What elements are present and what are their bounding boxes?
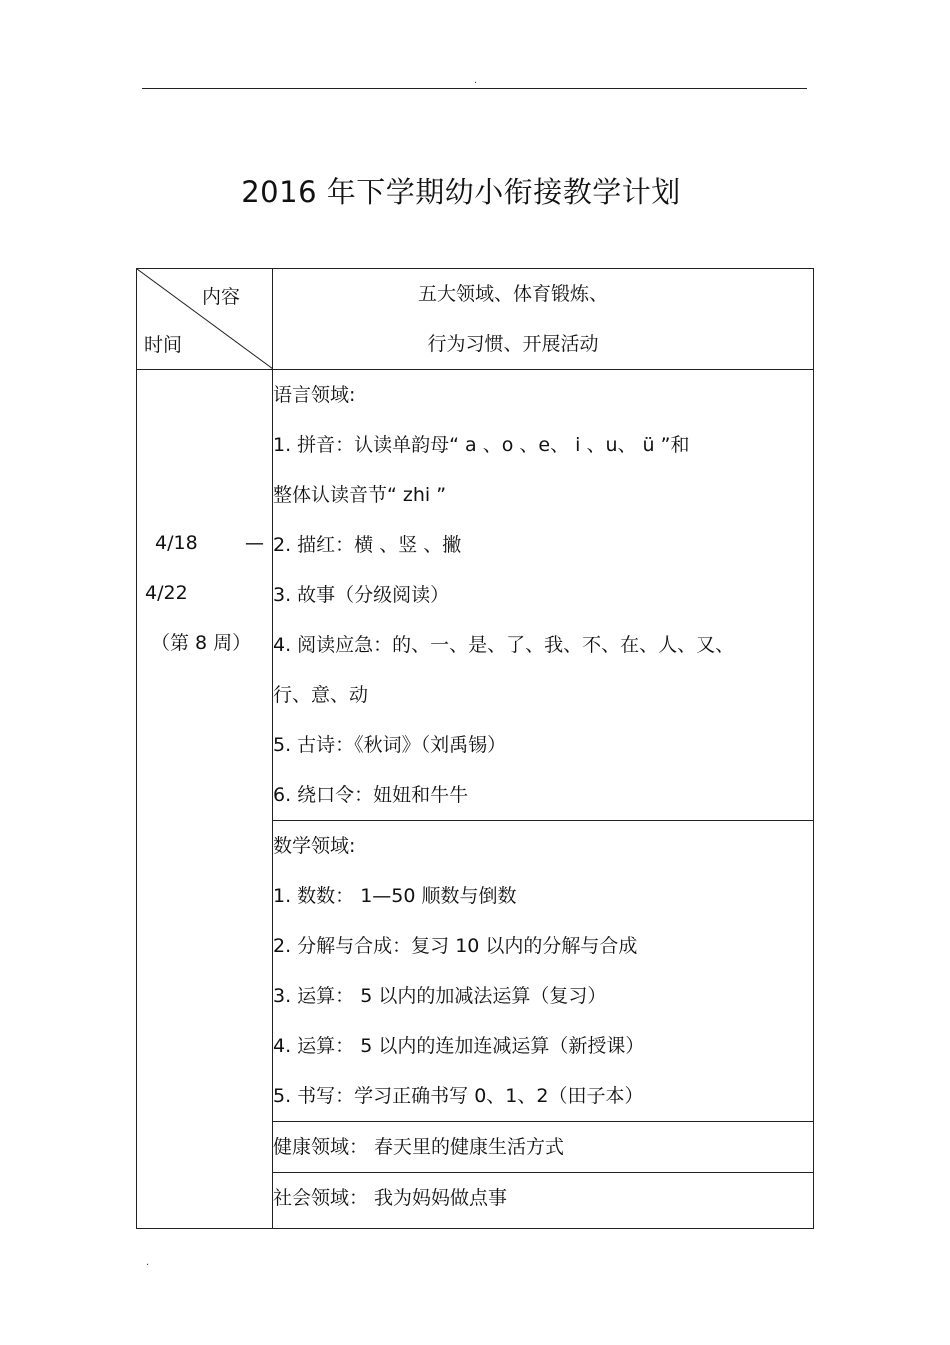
header-time-label: 时间: [144, 334, 183, 356]
list-item: 2. 描红：横 、竖 、撇: [273, 534, 462, 556]
social-section: [273, 1173, 814, 1229]
list-item: 整体认读音节“ zhi ”: [273, 484, 447, 506]
list-item: 6. 绕口令：妞妞和牛牛: [273, 784, 469, 806]
math-section: [273, 821, 814, 1122]
header-rule: [142, 88, 807, 89]
list-item: 3. 故事（分级阅读）: [273, 584, 450, 606]
section-title: 数学领域:: [273, 835, 356, 857]
list-item: 行、意、动: [273, 684, 369, 706]
list-item: 1. 拼音：认读单韵母“ a 、o 、e、 i 、u、 ü ”和: [273, 434, 690, 456]
diagonal-header-cell: [137, 269, 273, 370]
date-dash: —: [245, 532, 264, 554]
header-content-line: 五大领域、体育锻炼、: [417, 283, 608, 305]
header-content-line: 行为习惯、开展活动: [427, 333, 599, 355]
date-cell: [137, 370, 273, 1229]
language-row: [137, 370, 814, 821]
list-item: 3. 运算： 5 以内的加减法运算（复习）: [273, 985, 607, 1007]
list-item: 4. 阅读应急：的、一、是、了、我、不、在、人、又、: [273, 634, 735, 656]
health-section: [273, 1122, 814, 1173]
page-title: 2016 年下学期幼小衔接教学计划: [241, 175, 681, 209]
header-content-cell: [273, 269, 814, 370]
header-row: [137, 269, 814, 370]
header-dot: .: [474, 75, 478, 86]
section-title: 语言领域:: [273, 384, 356, 406]
plan-table: [136, 268, 814, 1229]
language-section: [273, 370, 814, 821]
date-end: 4/22: [145, 582, 188, 604]
week-label: （第 8 周）: [151, 632, 252, 654]
health-text: 健康领域： 春天里的健康生活方式: [273, 1136, 565, 1158]
list-item: 4. 运算： 5 以内的连加连减运算（新授课）: [273, 1035, 645, 1057]
header-content-label: 内容: [201, 286, 240, 308]
footer-dot: .: [146, 1257, 150, 1268]
list-item: 1. 数数： 1—50 顺数与倒数: [273, 885, 517, 907]
list-item: 5. 书写：学习正确书写 0、1、2（田子本）: [273, 1085, 644, 1107]
list-item: 5. 古诗：《秋词》（刘禹锡）: [273, 734, 507, 756]
date-start: 4/18: [155, 532, 198, 554]
list-item: 2. 分解与合成：复习 10 以内的分解与合成: [273, 935, 638, 957]
social-text: 社会领域： 我为妈妈做点事: [273, 1187, 508, 1209]
date-start-line: [137, 518, 272, 568]
